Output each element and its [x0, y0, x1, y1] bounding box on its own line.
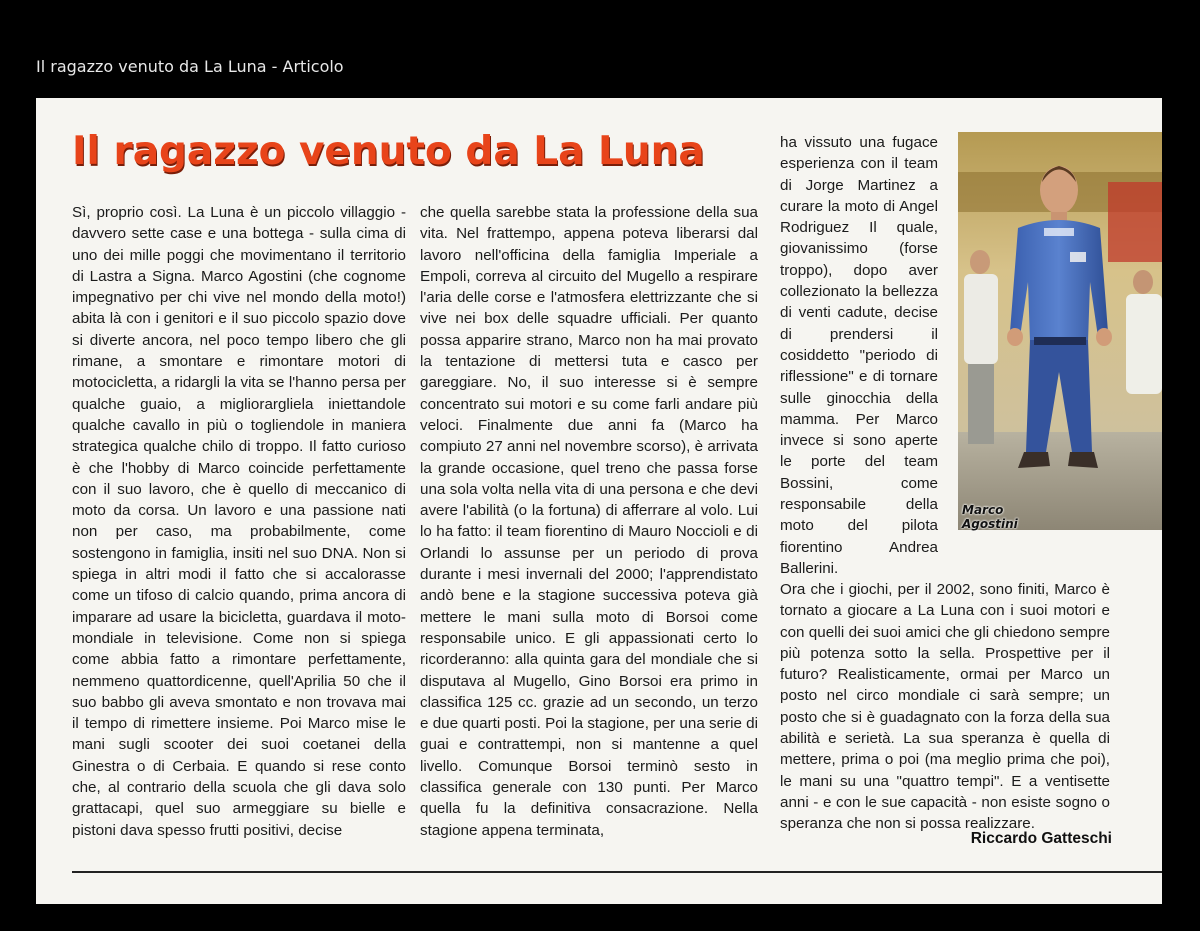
- article-column-2: che quella sarebbe stata la professione della sua vita. Nel frattempo, appena poteva liberarsi dal lavoro nell'officina della famiglia Imperiale a Empoli, correva al circuito del Mugello a respirare l'aria delle corse e l'atmosfera elettrizzante che si vive nei box delle squadre ufficiali. Per quanto possa apparire strano, Marco non ha mai provato la tentazione di mettersi tuta e casco per gareggiare. No, il suo interesse si è sempre concentrato sui motori e su come farli andare più veloci. Finalmente due anni fa (Marco ha compiuto 27 anni nel novembre scorso), è arrivata la grande occasione, quel treno che passa forse una sola volta nella vita di una persona e che devi avere l'abilità (o la fortuna) di afferrare al volo. Lui lo ha fatto: il team fiorentino di Mauro Noccioli e di Orlandi lo assunse per un periodo di prova durante i mesi invernali del 2000; l'apprendistato andò bene e la stagione successiva poteva già mettere le mani sulla moto di Borsoi come responsabile unico. E gli appassionati certo lo ricorderanno: alla quinta gara del mondiale che si disputava al Mugello, Gino Borsoi era primo in classifica 125 cc. grazie ad un secondo, un terzo e due quarti posti. Poi la stagione, per una serie di guai e contrattempi, non si mantenne a quel livello. Comunque Borsoi terminò sesto in classifica generale con 130 punti. Per Marco quella fu la definitiva consacrazione. Nella stagione appena terminata,: [420, 204, 758, 839]
- article-column-3-top: ha vissuto una fugace esperienza con il team di Jorge Martinez a curare la moto di Angel Rodriguez Il quale, giovanissimo (forse troppo), dopo aver collezionato la bellezza di venti cadute, decise di prendersi il cosiddetto "periodo di riflessione" e di tornare sulle ginocchia della mamma. Per Marco invece si sono aperte le porte del team Bossini, come responsabile della moto del pilota fiorentino Andrea Ballerini.: [780, 134, 938, 577]
- bottom-rule: [72, 871, 1162, 873]
- author-byline: Riccardo Gatteschi: [970, 830, 1112, 847]
- photo-caption: [962, 503, 1018, 531]
- photo-caption-line-1: Marco: [962, 503, 1004, 517]
- article-scan: [36, 98, 1162, 904]
- article-column-3-bottom: Ora che i giochi, per il 2002, sono finiti, Marco è tornato a giocare a La Luna con i suoi motori e con quelli dei suoi amici che gli chiedono sempre più potenza sotto la sella. Prospettive per il futuro? Realisticamente, ormai per Marco un posto nel circo mondiale ci sarà sempre; un posto che si è guadagnato con la forza della sua abilità e serietà. La sua speranza è quella di mettere, prima o poi (ma meglio prima che poi), le mani su una "quattro tempi". E a ventisette anni - e con le sue capacità - non esiste sogno o speranza che non si possa realizzare.: [780, 581, 1110, 833]
- article-column-1: Sì, proprio così. La Luna è un piccolo villaggio - davvero sette case e una bottega - sulla cima di uno dei mille poggi che movimentano il territorio di Lastra a Signa. Marco Agostini (che cognome impegnativo per chi vive nel mondo della moto!) abita là con i genitori e il suo piccolo spazio dove si diverte ancora, nel poco tempo libero che gli rimane, a smontare e rimontare motori di motocicletta, a ridargli la vita se l'hanno persa per qualche guaio, a migliorargliela iniettandole qualche cavallo in più o togliendole in maniera strategica qualche chilo di troppo. Il fatto curioso è che l'hobby di Marco coincide perfettamente con il suo lavoro, che è quello di meccanico di moto da corsa. Un lavoro e una passione nati non per caso, ma probabilmente, come sostengono in famiglia, insiti nel suo DNA. Non si spiega in altri modi il fatto che si accalorasse come un tifoso di calcio quando, prima ancora di imparare ad usare la bicicletta, guardava il moto-mondiale in televisione. Come non si spiega come abbia fatto a rimontare perfettamente, nemmeno quattordicenne, quell'Aprilia 50 che il suo babbo gli aveva smontato e non trovava mai il tempo di rimettere insieme. Poi Marco mise le mani sugli scooter dei suoi coetanei della Ginestra o di Cerbaia. E quando si rese conto che, al contrario della scuola che gli dava solo grattacapi, quel suo armeggiare su bielle e pistoni dava spesso frutti positivi, decise: [72, 204, 406, 839]
- article-headline: Il ragazzo venuto da La Luna: [72, 129, 705, 174]
- portrait-photo: [958, 132, 1162, 530]
- portrait-illustration: [958, 132, 1162, 530]
- window-title: Il ragazzo venuto da La Luna - Articolo: [36, 57, 344, 76]
- photo-caption-line-2: Agostini: [962, 517, 1018, 531]
